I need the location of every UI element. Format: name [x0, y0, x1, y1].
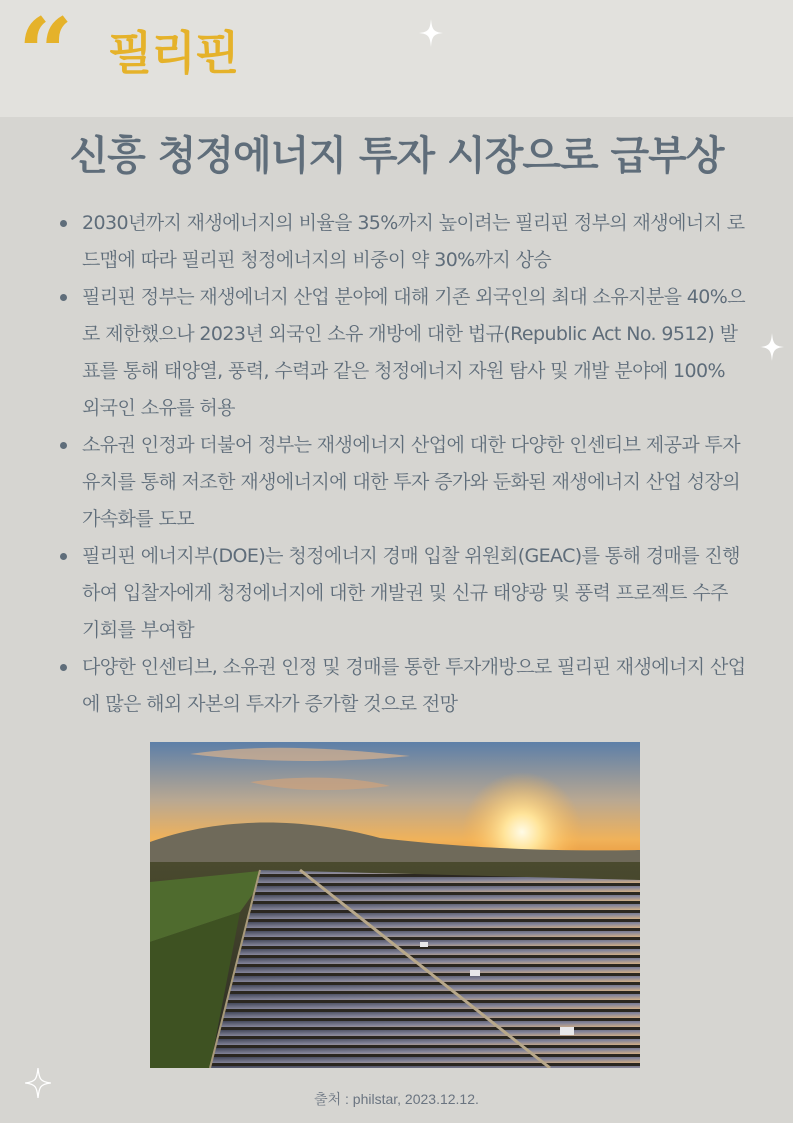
bullet-dot [60, 294, 67, 301]
bullet-text: 2030년까지 재생에너지의 비율을 35%까지 높이려는 필리핀 정부의 재생에너지 로드맵에 따라 필리핀 청정에너지의 비중이 약 30%까지 상승 [82, 212, 745, 271]
list-item [58, 279, 748, 427]
bullet-list [58, 205, 748, 723]
bullet-text: 소유권 인정과 더불어 정부는 재생에너지 산업에 대한 다양한 인센티브 제공과 투자유치를 통해 저조한 재생에너지에 대한 투자 증가와 둔화된 재생에너지 산업 성장의 가속화를 도모 [82, 434, 741, 530]
sparkle-icon [760, 333, 784, 361]
bullet-text: 필리핀 에너지부(DOE)는 청정에너지 경매 입찰 위원회(GEAC)를 통해 경매를 진행하여 입찰자에게 청정에너지에 대한 개발권 및 신규 태양광 및 풍력 프로젝트 수주 기회를 부여함 [82, 545, 740, 641]
list-item [58, 205, 748, 279]
bullet-text: 다양한 인센티브, 소유권 인정 및 경매를 통한 투자개방으로 필리핀 재생에너지 산업에 많은 해외 자본의 투자가 증가할 것으로 전망 [82, 656, 746, 715]
bullet-dot [60, 442, 67, 449]
list-item [58, 538, 748, 649]
source-caption: 출처 : philstar, 2023.12.12. [314, 1091, 479, 1107]
quote-icon: “ [18, 0, 64, 110]
list-item [58, 649, 748, 723]
bullet-dot [60, 664, 67, 671]
bullet-text: 필리핀 정부는 재생에너지 산업 분야에 대해 기존 외국인의 최대 소유지분을 40%으로 제한했으나 2023년 외국인 소유 개방에 대한 법규(Republic Act No. 9512) 발표를 통해 태양열, 풍력, 수력과 같은 청정에너지 자원 탐사 및 개발 분야에 100% 외국인 소유를 허용 [82, 286, 745, 419]
bullet-dot [60, 220, 67, 227]
bullet-dot [60, 553, 67, 560]
country-label: 필리핀 [108, 26, 239, 80]
sparkle-icon [419, 19, 443, 47]
solar-farm-photo [150, 742, 640, 1068]
list-item [58, 427, 748, 538]
page-title: 신흥 청정에너지 투자 시장으로 급부상 [69, 133, 724, 179]
